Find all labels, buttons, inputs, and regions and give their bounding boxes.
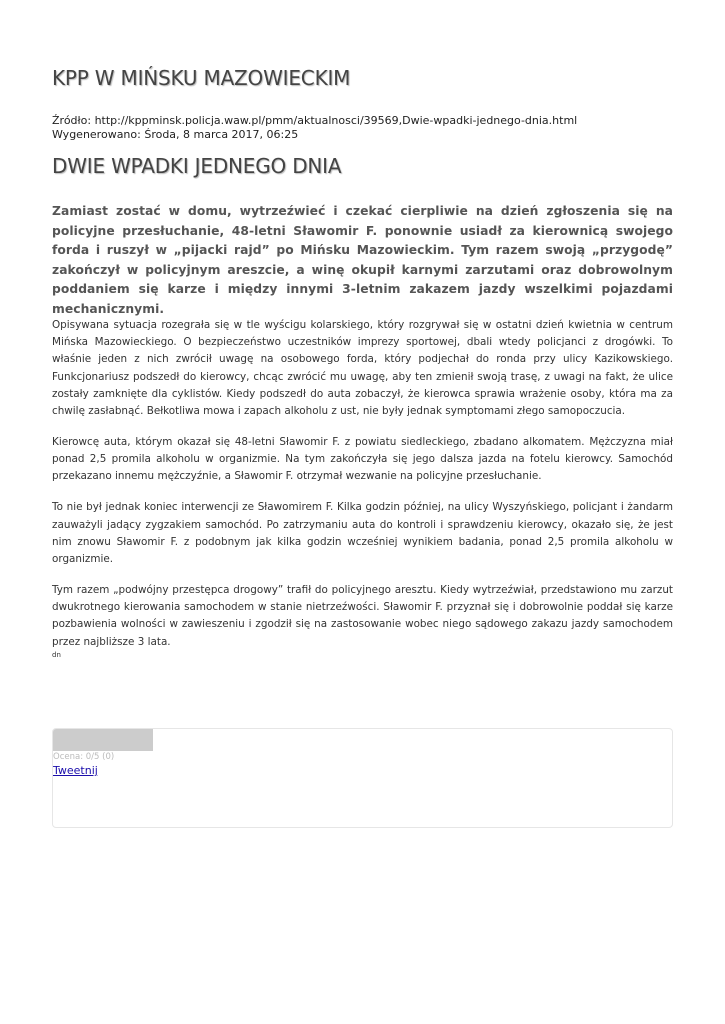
article-paragraph: Tym razem „podwójny przestępca drogowy” trafił do policyjnego aresztu. Kiedy wytrzeźwiał, przedstawiono mu zarzut dwukrotnego kierowania samochodem w stanie nietrzeźwości. Sławomir F. przyznał się i dobrowolnie poddał się karze pozbawienia wolności w zawieszeniu i zgodził się na zastosowanie wobec niego sądowego zakazu jazdy samochodem przez najbliższe 3 lata. bbox=[52, 584, 673, 648]
document-meta bbox=[52, 114, 577, 142]
source-line: Źródło: http://kppminsk.policja.waw.pl/pmm/aktualnosci/39569,Dwie-wpadki-jednego-dnia.html bbox=[52, 114, 578, 127]
article-paragraph: Opisywana sytuacja rozegrała się w tle wyścigu kolarskiego, który rozgrywał się w ostatni dzień kwietnia w centrum Mińska Mazowieckiego. O bezpieczeństwo uczestników imprezy sportowej, dbali wtedy policjanci z drogówki. To właśnie jeden z nich zwrócił uwagę na osobowego forda, który podjechał do ronda przy ulicy Kazikowskiego. Funkcjonariusz podszedł do kierowcy, chcąc zwrócić mu uwagę, aby ten zmienił swoją trasę, z uwagi na fakt, że ulice zostały zamknięte dla cyklistów. Kiedy podszedł do auta zobaczył, że kierowca sprawia wrażenie osoby, która ma za chwilę zasłabnąć. Bełkotliwa mowa i zapach alkoholu z ust, nie były jednak symptomami złego samopoczucia. bbox=[52, 319, 673, 418]
generated-line: Wygenerowano: Środa, 8 marca 2017, 06:25 bbox=[52, 128, 299, 141]
rating-stars-bar[interactable] bbox=[53, 729, 153, 751]
article-paragraph: To nie był jednak koniec interwencji ze Sławomirem F. Kilka godzin później, na ulicy Wyszyńskiego, policjant i żandarm zauważyli jadący zygzakiem samochód. Po zatrzymaniu auta do kontroli i sprawdzeniu kierowcy, okazało się, że jest nim znowu Sławomir F. z podobnym jak kilka godzin wcześniej wynikiem badania, ponad 2,5 promila alkoholu w organizmie. bbox=[52, 501, 673, 566]
rating-box bbox=[52, 728, 673, 828]
rating-text: Ocena: 0/5 (0) bbox=[53, 752, 115, 762]
article-lead: Zamiast zostać w domu, wytrzeźwieć i czekać cierpliwie na dzień zgłoszenia się na policyjne przesłuchanie, 48-letni Sławomir F. ponownie usiadł za kierownicą swojego forda i ruszył w „pijacki rajd” po Mińsku Mazowieckim. Tym razem swoją „przygodę” zakończył w policyjnym areszcie, a winę okupił karnymi zarzutami oraz dobrowolnym poddaniem się karze i między innymi 3-letnim zakazem jazdy wszelkimi pojazdami mechanicznymi. bbox=[52, 204, 673, 316]
article-title: DWIE WPADKI JEDNEGO DNIA bbox=[52, 154, 342, 178]
article-paragraph: Kierowcę auta, którym okazał się 48-letni Sławomir F. z powiatu siedleckiego, zbadano alkomatem. Mężczyzna miał ponad 2,5 promila alkoholu w organizmie. Na tym zakończyła się jego dalsza jazda na fotelu kierowcy. Samochód przekazano innemu mężczyźnie, a Sławomir F. otrzymał wezwanie na policyjne przesłuchanie. bbox=[52, 436, 673, 483]
author-signature: dn bbox=[52, 651, 61, 659]
article-body bbox=[52, 317, 673, 665]
tweet-link[interactable]: Tweetnij bbox=[53, 764, 98, 777]
site-title: KPP W MIŃSKU MAZOWIECKIM bbox=[52, 66, 351, 90]
